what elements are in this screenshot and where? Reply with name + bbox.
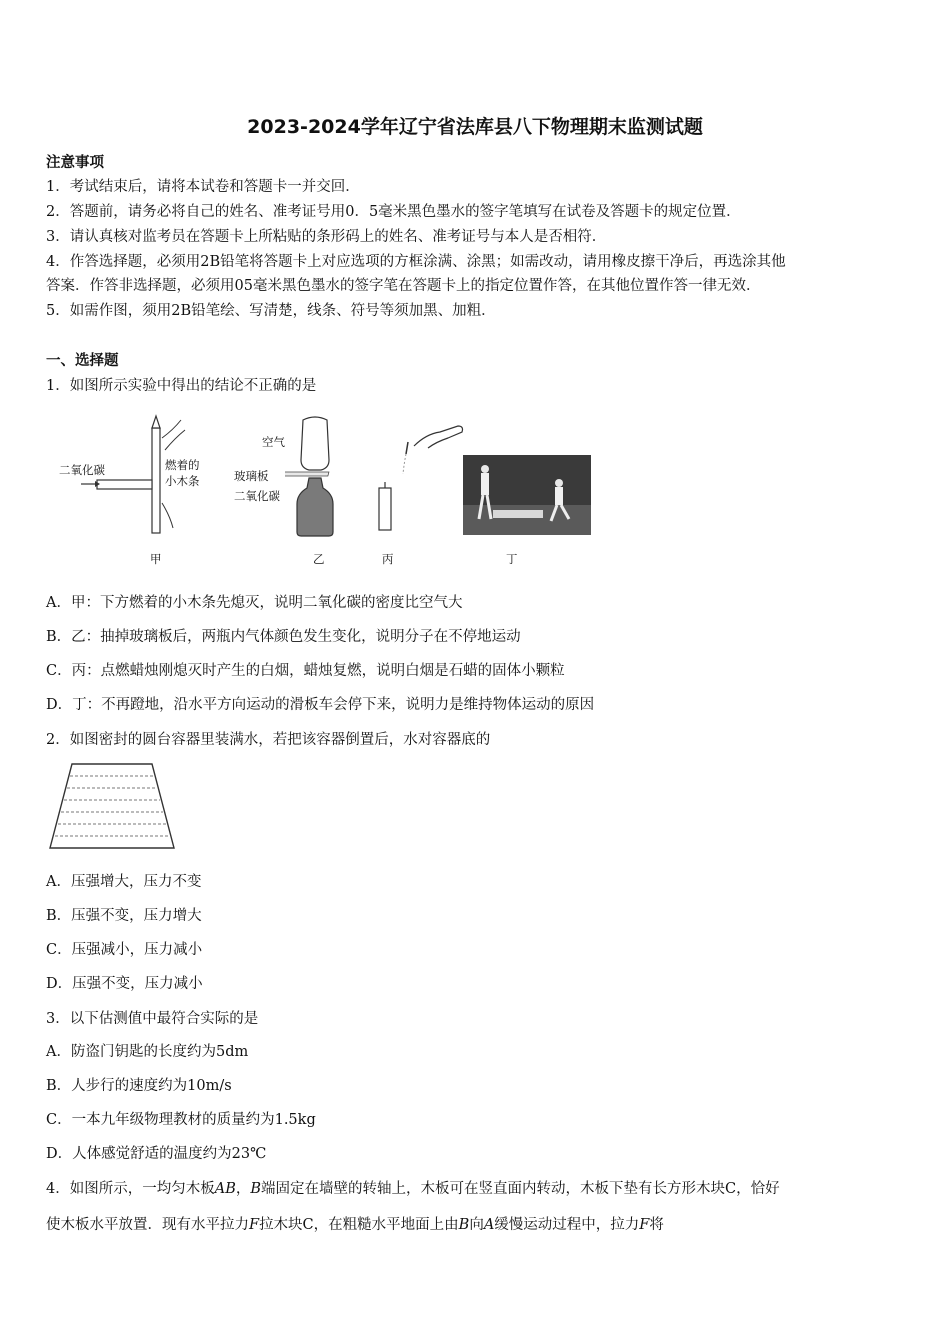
label-bing: 丙 [382,552,394,566]
label-ding: 丁 [506,552,518,566]
figure-frustum-container [46,760,178,852]
q3-option-c: C．一本九年级物理教材的质量约为1.5kg [46,1112,316,1128]
label-glass-plate: 玻璃板 [234,469,269,483]
q4-var-a: A [483,1217,495,1233]
notice-item-2: 2．答题前，请务必将自己的姓名、准考证号用0．5毫米黑色墨水的签字笔填写在试卷及答题卡的规定位置． [46,204,741,220]
q2-option-c: C．压强减小，压力减小 [46,942,203,958]
figure-yi [285,412,355,542]
notice-item-3: 3．请认真核对监考员在答题卡上所粘贴的条形码上的姓名、准考证号与本人是否相符． [46,229,607,245]
q3-option-d: D．人体感觉舒适的温度约为23℃ [46,1146,267,1162]
figure-jia-drawing [55,408,225,568]
frustum-drawing [46,760,178,852]
q4-text-2d: 缓慢运动过程中，拉力 [494,1217,640,1233]
q3-option-a: A．防盗门钥匙的长度约为5dm [46,1044,249,1060]
page-title: 2023-2024学年辽宁省法库县八下物理期末监测试题 [247,116,703,138]
q3-option-b: B．人步行的速度约为10m/s [46,1078,232,1094]
q1-option-a: A．甲：下方燃着的小木条先熄灭，说明二氧化碳的密度比空气大 [46,595,463,611]
q4-text-1a: 4．如图所示，一均匀木板 [46,1181,215,1197]
q4-stem-line-1 [46,1180,780,1198]
q4-text-2a: 使木板水平放置．现有水平拉力 [46,1217,249,1233]
figure-bing [370,412,470,542]
q3-stem: 3．以下估测值中最符合实际的是 [46,1011,259,1027]
q4-var-f: F [249,1217,260,1233]
figure-bing-drawing [370,412,470,542]
q2-stem: 2．如图密封的圆台容器里装满水，若把该容器倒置后，水对容器底的 [46,732,491,748]
q4-var-b: B [250,1181,262,1197]
notice-item-5: 5．如需作图，须用2B铅笔绘、写清楚，线条、符号等须加黑、加粗． [46,303,496,319]
q4-text-2b: 拉木块C，在粗糙水平地面上由 [259,1217,459,1233]
figure-yi-drawing [285,412,355,542]
label-yi: 乙 [313,552,325,566]
notice-item-4: 4．作答选择题，必须用2B铅笔将答题卡上对应选项的方框涂满、涂黑；如需改动，请用橡皮擦干净后，再选涂其他 [46,254,786,270]
section-heading: 一、选择题 [46,352,119,369]
q2-option-a: A．压强增大，压力不变 [46,874,202,890]
q2-option-d: D．压强不变，压力减小 [46,976,203,992]
q4-text-2e: 将 [649,1217,664,1233]
label-air: 空气 [262,435,285,449]
q1-stem: 1．如图所示实验中得出的结论不正确的是 [46,378,317,394]
notice-item-1: 1．考试结束后，请将本试卷和答题卡一并交回． [46,179,360,195]
q1-option-b: B．乙：抽掉玻璃板后，两瓶内气体颜色发生变化，说明分子在不停地运动 [46,629,521,645]
q4-text-2c: 向 [469,1217,484,1233]
label-burning-stick-2: 小木条 [165,474,200,488]
figure-ding-drawing [463,455,591,535]
label-co2-bottle: 二氧化碳 [234,489,280,503]
notice-item-4-cont: 答案．作答非选择题，必须用05毫米黑色墨水的签字笔在答题卡上的指定位置作答，在其他位置作答一律无效． [46,278,761,294]
notice-heading: 注意事项 [46,154,104,171]
q4-var-ab: AB [214,1181,236,1197]
q2-option-b: B．压强不变，压力增大 [46,908,202,924]
q4-var-b2: B [458,1217,470,1233]
q4-var-f2: F [639,1217,650,1233]
label-jia: 甲 [150,552,162,566]
q1-option-d: D．丁：不再蹬地，沿水平方向运动的滑板车会停下来，说明力是维持物体运动的原因 [46,697,595,713]
q4-text-1b: ， [235,1181,251,1197]
q4-stem-line-2 [46,1216,664,1234]
q4-text-1c: 端固定在墙壁的转轴上，木板可在竖直面内转动，木板下垫有长方形木块C，恰好 [261,1181,780,1197]
q1-option-c: C．丙：点燃蜡烛刚熄灭时产生的白烟，蜡烛复燃，说明白烟是石蜡的固体小颗粒 [46,663,565,679]
figure-ding [463,455,591,535]
label-co2-left: 二氧化碳 [59,463,105,477]
figure-jia [55,408,225,568]
label-burning-stick-1: 燃着的 [165,458,200,472]
